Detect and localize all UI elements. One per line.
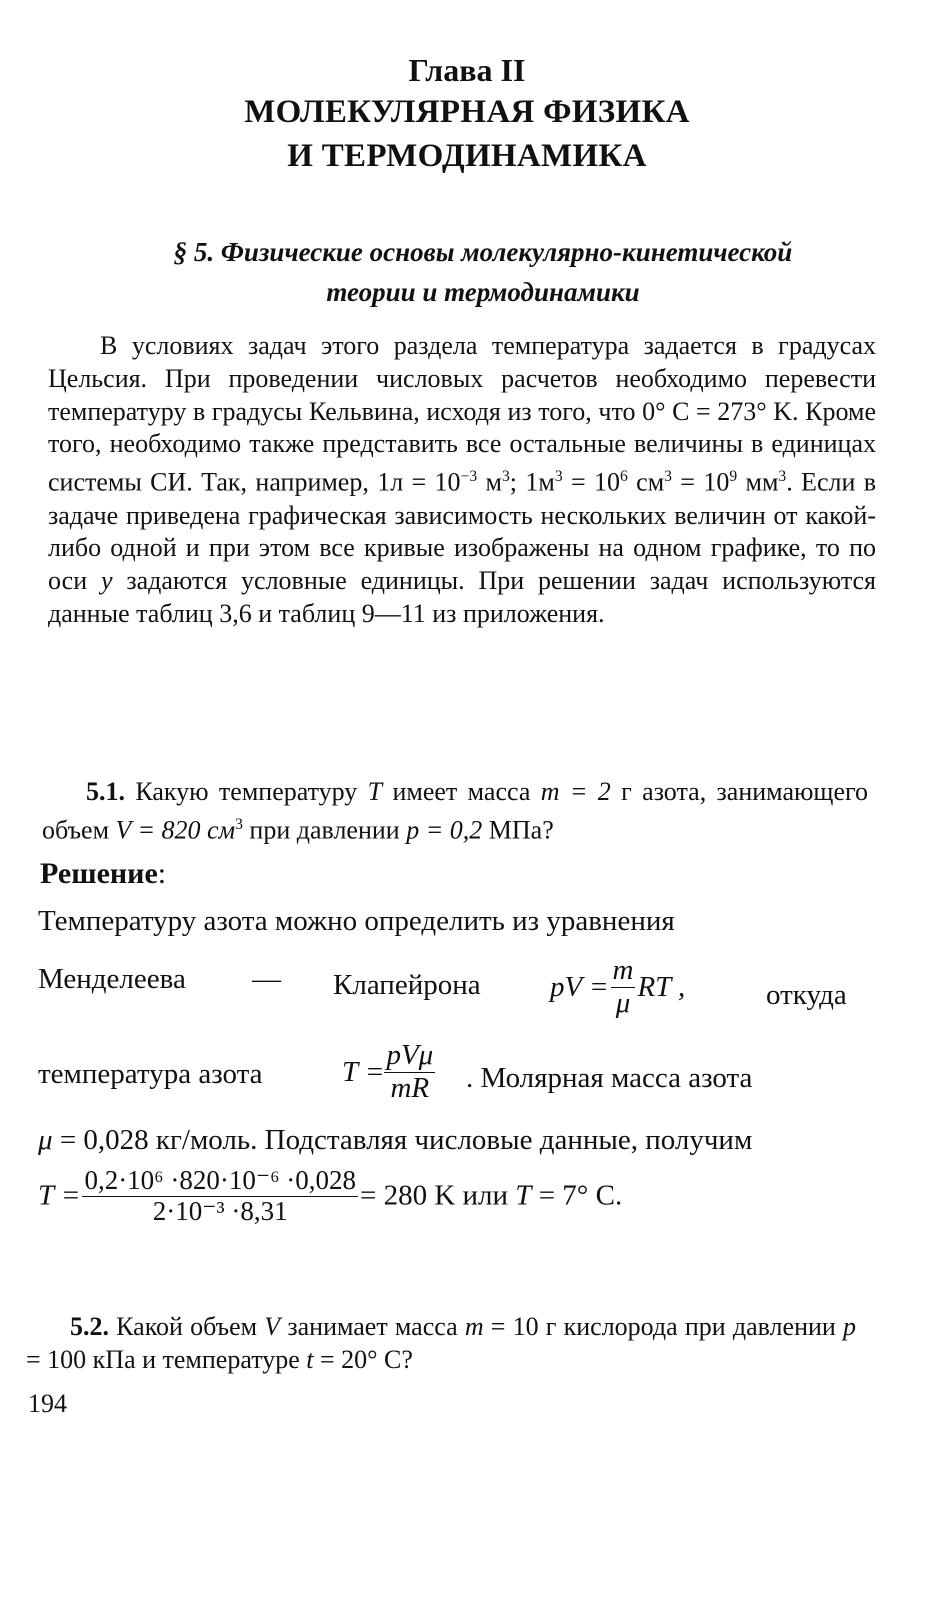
solution-line-4: μ = 0,028 кг/моль. Подставляя числовые данные, получим — [38, 1124, 753, 1156]
chapter-title-line1: МОЛЕКУЛЯРНАЯ ФИЗИКА — [244, 94, 690, 130]
equation-temperature: T = $\frac{\text{pVμ}}{mR}$ — [342, 1039, 434, 1104]
equation-numeric: T = $\frac{\text{0,2·10⁶ ·820·10⁻⁶ ·0,028}}{\text{2·10⁻³ ·8,31}}$ = 280 K или T = 7° C. — [38, 1165, 623, 1226]
problem-5-2: 5.2. Какой объем V занимает масса m = 10 г кислорода при давлении p = 100 кПа и температуре t = 20° C? — [26, 1312, 856, 1374]
section-title-line1: § 5. Физические основы молекулярно-кинетической — [173, 237, 793, 267]
page-number: 194 — [28, 1389, 67, 1418]
problem-number: 5.1. — [86, 777, 125, 806]
solution-heading: Решение: — [40, 857, 167, 890]
problem-number: 5.2. — [70, 1312, 109, 1341]
chapter-number: Глава II — [408, 52, 526, 88]
equation-clapeyron: pV = $\frac{m}{\mu}$ RT , — [550, 954, 686, 1019]
chapter-title-line2: И ТЕРМОДИНАМИКА — [287, 138, 647, 174]
solution-line-1: Температуру азота можно определить из уравнения — [38, 905, 675, 937]
solution-line-5 — [38, 1166, 866, 1250]
solution-line-2: Менделеева — Клапейрона pV = $\frac{m}{\mu}$ RT , откуда — [38, 954, 847, 1019]
intro-paragraph: В условиях задач этого раздела температура задается в градусах Цельсия. При проведении числовых расчетов необходимо перевести температуру в градусы Кельвина, исходя из того, что 0° C = 273° K. Кроме того, необходимо также представить все остальные величины в единицах системы СИ. Так, например, $1л = 10^{-3}$ $м^3$; $1м^3 = 10^6$ $см^3 = 10^9$ $мм^3$. Если в задаче приведена графическая зависимость нескольких величин от какой-либо одной и при этом все кривые изображены на одном графике, то по оси y задаются условные единицы. При решении задач используются данные таблиц 3,6 и таблиц 9—11 из приложения. — [48, 331, 877, 629]
problem-5-1: 5.1. Какую температуру T имеет масса m = 2 г азота, занимающего объем V = 820 $см^3$ при давлении p = 0,2 МПа? — [42, 777, 868, 845]
section-title-line2: теории и термодинамики — [326, 277, 640, 307]
solution-line-3: температура азота T = $\frac{\text{pVμ}}{mR}$ . Молярная масса азота — [38, 1039, 753, 1104]
